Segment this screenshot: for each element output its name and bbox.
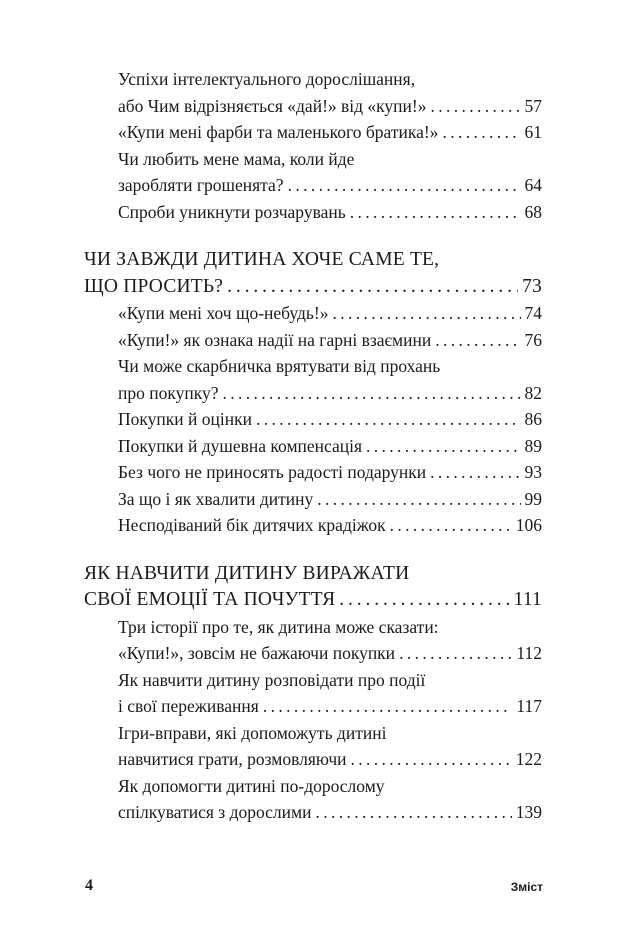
toc-chapter-heading[interactable]: [84, 247, 542, 274]
toc-entry-page: 99: [524, 488, 542, 509]
dot-leader: [442, 119, 520, 146]
toc-entry-title: Як навчити дитину розповідати про події: [118, 669, 426, 690]
toc-entry-page: 112: [516, 643, 542, 663]
toc-entry-page: 61: [524, 122, 542, 142]
toc-entry[interactable]: [84, 433, 542, 460]
toc-entry[interactable]: [84, 720, 542, 747]
toc-entry[interactable]: [84, 119, 542, 146]
toc-entry[interactable]: [84, 327, 542, 354]
toc-entry[interactable]: [84, 614, 542, 641]
toc-entry-page: 57: [524, 95, 542, 116]
dot-leader: [256, 406, 521, 433]
toc-entry[interactable]: [84, 773, 542, 800]
dot-leader: [339, 587, 509, 614]
toc-entry-page: 64: [524, 175, 542, 195]
dot-leader: [430, 459, 520, 486]
toc-entry-title: Чи може скарбничка врятувати від прохань: [118, 356, 441, 376]
toc-entry-title: «Купи!», зовсім не бажаючи покупки: [118, 643, 396, 663]
toc-entry-title: навчитися грати, розмовляючи: [118, 749, 347, 769]
toc-entry-title: Ігри-вправи, які допоможуть дитині: [118, 722, 387, 743]
toc-entry-page: 93: [524, 462, 542, 482]
toc-entry-title: спілкуватися з дорослими: [118, 802, 312, 822]
dot-leader: [263, 693, 513, 720]
toc-entry-title: Три історії про те, як дитина може сказати:: [118, 616, 439, 637]
toc-entry[interactable]: [84, 799, 542, 826]
toc-entry-title: «Купи!» як ознака надії на гарні взаємини: [118, 329, 432, 350]
dot-leader: [431, 93, 521, 120]
dot-leader: [366, 433, 520, 460]
toc-chapter-title: СВОЇ ЕМОЦІЇ ТА ПОЧУТТЯ: [84, 589, 336, 610]
toc-chapter-heading[interactable]: [84, 561, 542, 588]
toc-entry-title: За що і як хвалити дитину: [118, 488, 314, 509]
page-number: 4: [85, 877, 93, 894]
dot-leader: [315, 799, 511, 826]
toc-entry-title: про покупку?: [118, 382, 219, 403]
toc-entry[interactable]: [84, 406, 542, 433]
dot-leader: [333, 300, 521, 327]
dot-leader: [288, 172, 521, 199]
toc-chapter-title: ЩО ПРОСИТЬ?: [84, 275, 224, 297]
toc-entry[interactable]: [84, 353, 542, 380]
toc-chapter-page: 111: [513, 589, 542, 610]
toc-entry-page: 89: [524, 435, 542, 456]
toc-entry-title: Як допомогти дитині по-дорослому: [118, 775, 385, 796]
toc-entry[interactable]: [84, 746, 542, 773]
toc-chapter-heading[interactable]: [84, 587, 542, 614]
toc-chapter-heading[interactable]: [84, 274, 542, 301]
toc-entry[interactable]: [84, 300, 542, 327]
toc-entry[interactable]: [84, 380, 542, 407]
toc-entry-page: 106: [515, 515, 542, 535]
toc-entry-title: «Купи мені фарби та маленького братика!»: [118, 122, 439, 142]
toc-entry-title: заробляти грошенята?: [118, 175, 284, 195]
toc-chapter-title: ЯК НАВЧИТИ ДИТИНУ ВИРАЖАТИ: [84, 562, 410, 584]
dot-leader: [435, 327, 520, 354]
toc-entry[interactable]: [84, 93, 542, 120]
toc-entry-title: Несподіваний бік дитячих крадіжок: [118, 515, 386, 535]
toc-entry-title: або Чим відрізняється «дай!» від «купи!»: [118, 95, 427, 116]
toc-entry-page: 117: [516, 696, 542, 716]
toc-entry[interactable]: [84, 640, 542, 667]
toc-entry-title: Спроби уникнути розчарувань: [118, 201, 346, 222]
toc-entry[interactable]: [84, 172, 542, 199]
toc-entry[interactable]: [84, 146, 542, 173]
toc-entry-page: 139: [515, 802, 542, 822]
dot-leader: [399, 640, 512, 667]
toc-chapter-title: ЧИ ЗАВЖДИ ДИТИНА ХОЧЕ САМЕ ТЕ,: [84, 249, 440, 270]
toc-entry-page: 68: [524, 201, 542, 222]
toc-entry[interactable]: [84, 512, 542, 539]
toc-chapter-page: 73: [522, 275, 542, 297]
toc-entry-page: 76: [524, 329, 542, 350]
toc-entry-page: 86: [524, 409, 542, 429]
toc-entry-page: 82: [524, 382, 542, 403]
toc-entry[interactable]: [84, 199, 542, 226]
toc-entry[interactable]: [84, 486, 542, 513]
dot-leader: [390, 512, 512, 539]
toc-entry-page: 122: [515, 749, 542, 769]
table-of-contents: [84, 66, 542, 826]
toc-entry[interactable]: [84, 667, 542, 694]
toc-entry-title: «Купи мені хоч що-небудь!»: [118, 303, 329, 323]
toc-entry[interactable]: [84, 693, 542, 720]
toc-entry-title: Успіхи інтелектуального дорослішання,: [118, 69, 416, 89]
toc-entry-title: Покупки й душевна компенсація: [118, 435, 363, 456]
dot-leader: [350, 746, 511, 773]
toc-entry-title: і свої переживання: [118, 696, 259, 716]
toc-entry-title: Покупки й оцінки: [118, 409, 252, 429]
toc-entry-title: Без чого не приносять радості подарунки: [118, 462, 427, 482]
toc-entry-title: Чи любить мене мама, коли йде: [118, 148, 355, 169]
dot-leader: [223, 380, 521, 407]
dot-leader: [227, 274, 518, 301]
toc-entry[interactable]: [84, 66, 542, 93]
toc-entry-page: 74: [524, 303, 542, 323]
dot-leader: [350, 199, 521, 226]
running-title: Зміст: [510, 880, 543, 894]
toc-entry[interactable]: [84, 459, 542, 486]
dot-leader: [317, 486, 520, 513]
